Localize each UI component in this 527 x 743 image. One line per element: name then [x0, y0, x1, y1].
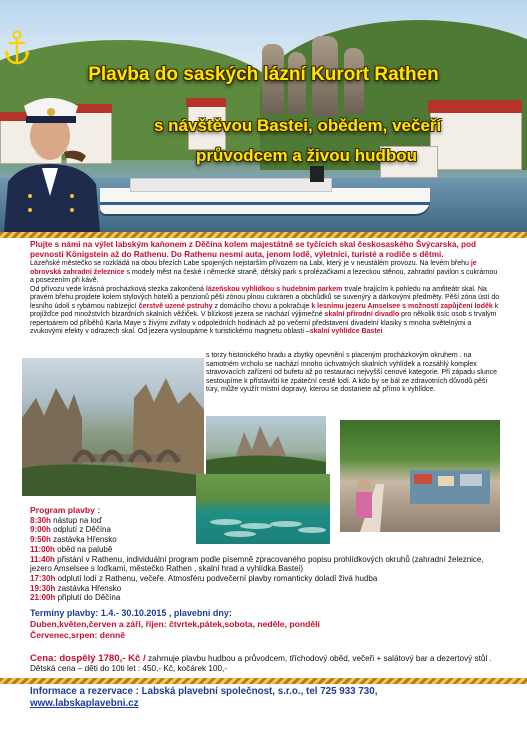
intro-p1-text: Lázeňské městečko se rozkládá na obou březích Labe spojených nejstarším přívozem na Labi, který je v neustálém provozu. Na levém břehu [30, 260, 471, 268]
contact-line: Informace a rezervace : Labská plavební společnost, s.r.o., tel 725 933 730, [30, 686, 378, 697]
terms-heading: Termíny plavby: 1.4.- 30.10.2015 , plavební dny: [30, 608, 232, 618]
program-item-time: 21:00h [30, 593, 56, 603]
program-item-time: 8:30h [30, 515, 51, 525]
intro-p2-text-3: z domácího chovu a pokračuje [212, 302, 312, 310]
program-item-text: připlutí do Děčína [55, 593, 121, 603]
terms-section [30, 608, 500, 640]
intro-p2-highlight-3: k lesnímu jezeru Amselsee s možností zapůjčení loděk [311, 302, 493, 310]
contact-section [30, 686, 500, 710]
intro-p2-text: Od přívozu vede krásná procházková stezka zakončená [30, 285, 206, 293]
program-item-time: 11:00h [30, 544, 55, 554]
program-item [30, 584, 500, 594]
photo-rock-panorama [206, 416, 326, 474]
terms-line-1: Duben,květen,červen a září, říjen: čtvrtek,pátek,sobota, neděle, pondělí [30, 619, 320, 629]
town-roof [186, 98, 226, 107]
program-item [30, 525, 500, 535]
program-item [30, 516, 500, 526]
steamer-funnel [310, 166, 324, 182]
hero-banner [0, 0, 527, 232]
price-section [30, 654, 500, 674]
website-link[interactable]: www.labskaplavebni.cz [30, 698, 139, 709]
program-item-time: 11:40h [30, 554, 55, 564]
rope-divider-bottom [0, 678, 527, 684]
intro-paragraph-2 [30, 286, 500, 337]
price-label: Cena: dospělý 1780,- Kč / [30, 653, 146, 664]
captain-figure [0, 92, 104, 232]
rope-divider-top [0, 232, 527, 238]
page-subtitle-line1: s návštěvou Bastei, obědem, večeří [154, 116, 442, 135]
program-item-text: nástup na loď [50, 515, 102, 525]
page-subtitle-line2: průvodcem a živou hudbou [196, 146, 418, 165]
town-roof [428, 100, 522, 113]
program-item [30, 555, 500, 574]
program-item-time: 19:30h [30, 583, 56, 593]
program-item-text: odplutí lodí z Rathenu, večeře. Atmosféru podvečerní plavby romanticky doladí živá hudba [55, 573, 378, 583]
intro-p1-highlight: je obrovská zahradní železnice [30, 260, 477, 276]
program-item [30, 545, 500, 555]
program-heading: Program plavby : [30, 505, 101, 515]
bastei-paragraph: s torzy historického hradu a zbytky opevnění s placeným procházkovým okruhem . na samotném vrcholu se nachází mnoho úchvatných skalních vyhlídek a rozsáhlý komplex stravovacích zařízení od bufetu až po restauraci nejvyšší cenové kategorie. Při západu slunce sestoupíme k přístavišti ke zpáteční cestě lodí. A kdo by se bál ze zdravotních důvodů pěší túry, může využít místní dopravy, kterou se dostanete až přímo k vyhlídce. [206, 352, 498, 393]
program-item-text: zastávka Hřensko [55, 583, 122, 593]
program-item-text: oběd na palubě [54, 544, 113, 554]
intro-p2-highlight-2: čerstvě uzené pstruhy [138, 302, 213, 310]
bastei-rocks-graphic [22, 358, 204, 496]
intro-text-block [30, 240, 500, 337]
program-item-text: přistání v Rathenu, individuální program podle písemně zpracovaného popisu prohlídkových okruhů (zahradní železnice, jezero Amselsee s loďkami, městečko Rathen , skalní hrad a vyhlídka Bastei) [30, 554, 484, 574]
intro-p2-highlight-1: lázeňskou vyhlídkou s hudebním parkem [205, 285, 343, 293]
program-item-text: odplutí z Děčína [50, 525, 111, 535]
photo-bastei-bridge [22, 358, 204, 496]
program-section [30, 506, 500, 603]
intro-p1-text-2: s modely měst na české i německé straně, dětský park s prolézačkami a lezeckou stěnou, zahradní pavilon s cukrárnou a posezením při kávě. [30, 268, 498, 285]
program-item-time: 9:50h [30, 535, 51, 545]
program-item-time: 9:00h [30, 525, 51, 535]
paddle-steamer [100, 188, 430, 214]
program-item [30, 535, 500, 545]
steamer-deck [130, 178, 332, 192]
terms-line-2: Červenec,srpen: denně [30, 629, 126, 640]
program-item-text: zastávka Hřensko [50, 535, 117, 545]
intro-paragraph-1 [30, 260, 500, 286]
intro-p2-text-2: trvale hrajícím k pohledu na amfiteátr skal. Na pravém břehu projdete kolem stylových hotelů a penzionů pěší zónou plnou cukráren a obchůdků se suvenýry a dárkovými předměty. Pěší zóna ústí do lesního údolí s rybárnou nabízející [30, 285, 500, 310]
intro-p2-highlight-4: skalní přírodní divadlo [324, 311, 400, 319]
town-house [430, 112, 522, 170]
intro-p2-highlight-5: skalní vyhlídce Bastei [309, 328, 383, 336]
program-item-time: 17:30h [30, 573, 56, 583]
intro-p2-text-5: pro několik tisíc osob s trvalým repertoárem od příběhů Karla Maye s živými zvířaty v odpoledních hodinách až po večerní představení divadelní klasiky s mnoha světelnými a zvukovými efekty v odrazech skal. Od jezera vystoupáme k turistickému magnetu oblasti – [30, 311, 497, 336]
intro-p2-text-4: k projížďce pod množstvích bizardních skalních věžiček. V blízkosti jezera se nachází výjimečné [30, 302, 499, 319]
program-list [30, 516, 500, 603]
intro-highlight: Plujte s námi na výlet labským kaňonem z Děčína kolem majestátně se tyčících skal českosaského Švýcarska, pod pevností Königstein až do Rathenu. Do Rathenu nesmí auta, jenom lodě, výletníci, turisté a rodiče s dětmi. [30, 240, 476, 259]
steamer-stripe [100, 202, 430, 205]
price-text: zahrnuje plavbu hudbou a průvodcem, tříchodový oběd, večeři + salátový bar a dezertový stůl . Dětská cena – děti do 10ti let : 450,- Kč, kočárek 100,- [30, 654, 492, 673]
page-title: Plavba do saských lázní Kurort Rathen [88, 64, 439, 85]
anchor-icon [4, 30, 30, 66]
panorama-graphic [206, 416, 326, 474]
program-item [30, 574, 500, 584]
